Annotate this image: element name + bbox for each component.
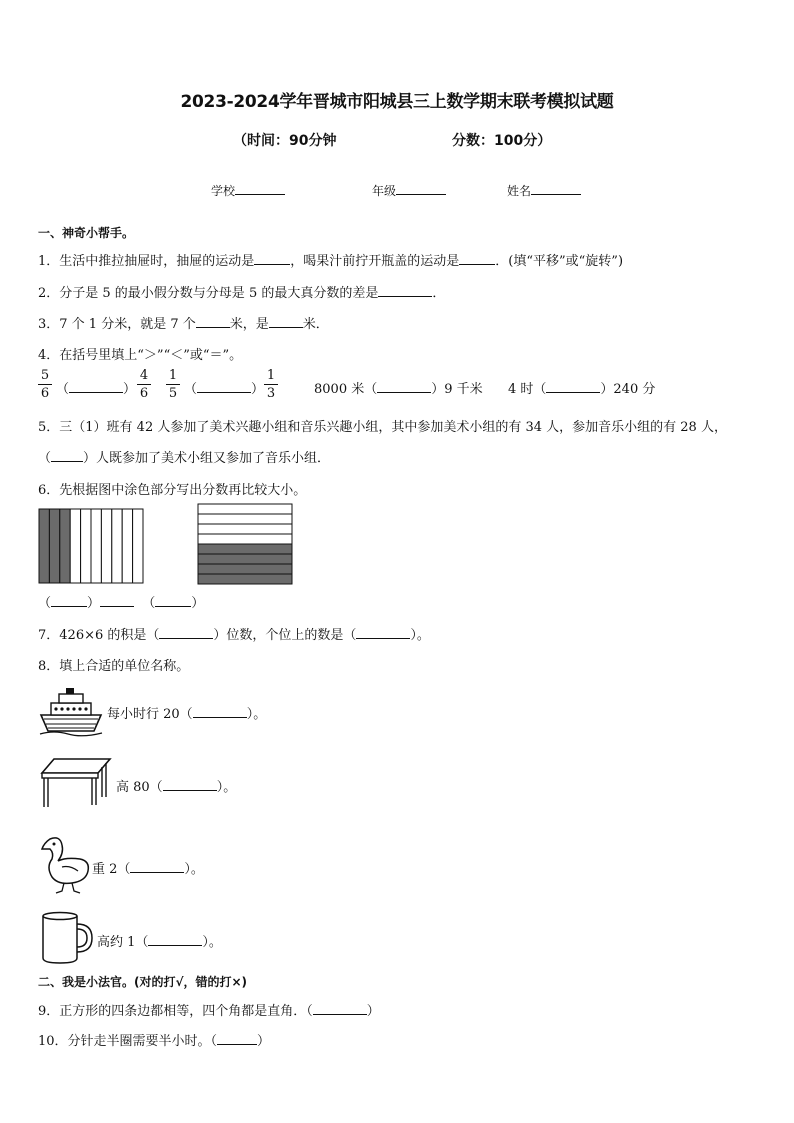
fraction-5-6: 5 6 — [38, 368, 52, 401]
q6-answer-row: （ ） （ ） — [38, 596, 205, 611]
q8-blank-3[interactable] — [130, 860, 184, 873]
q4-blank-3[interactable] — [377, 380, 431, 393]
q8-blank-1[interactable] — [193, 705, 247, 718]
q8-duck-item: 重 2（ ）。 — [92, 862, 204, 877]
grade-field[interactable]: 年级 — [372, 182, 446, 199]
name-field[interactable]: 姓名 — [507, 182, 581, 199]
q3-blank-1[interactable] — [196, 315, 230, 328]
shaded-strip — [198, 544, 292, 554]
q1-blank-2[interactable] — [459, 252, 495, 265]
question-7: 7．426×6 的积是（ ）位数，个位上的数是（ ）。 — [38, 628, 430, 643]
q4-blank-2[interactable]: （ ） — [184, 382, 265, 397]
section-2-title: 二、我是小法官。(对的打√，错的打×) — [38, 975, 248, 989]
q6-blank-3[interactable] — [155, 594, 191, 607]
q7-blank-2[interactable] — [356, 626, 410, 639]
fraction-1-5: 1 5 — [166, 368, 180, 401]
question-1: 1．生活中推拉抽屉时，抽屉的运动是 ，喝果汁前拧开瓶盖的运动是 ．(填“平移”或“旋转”) — [38, 254, 624, 269]
q1-blank-1[interactable] — [254, 252, 290, 265]
figure-vertical-strips — [38, 508, 144, 584]
unshaded-strip — [198, 534, 292, 544]
unshaded-strip — [198, 514, 292, 524]
shaded-strip — [198, 554, 292, 564]
question-9: 9．正方形的四条边都相等，四个角都是直角．（ ） — [38, 1004, 380, 1019]
page-title: 2023-2024学年晋城市阳城县三上数学期末联考模拟试题 — [180, 92, 614, 112]
q5-blank[interactable] — [51, 449, 83, 462]
figure-horizontal-strips — [197, 503, 293, 585]
q2-blank[interactable] — [378, 284, 432, 297]
school-field[interactable]: 学校 — [211, 182, 285, 199]
shaded-strip — [198, 574, 292, 584]
exam-score: 分数：100分） — [452, 133, 552, 149]
q4-blank-1[interactable]: （ ） — [56, 382, 137, 397]
q8-cup-item: 高约 1（ ）。 — [97, 935, 222, 950]
unshaded-strip — [133, 509, 143, 583]
q8-blank-2[interactable] — [163, 778, 217, 791]
q8-blank-4[interactable] — [148, 933, 202, 946]
fraction-4-6: 4 6 — [137, 368, 151, 401]
unshaded-strip — [122, 509, 132, 583]
unshaded-strip — [198, 504, 292, 514]
exam-time: （时间：90分钟 — [233, 133, 337, 149]
question-8: 8．填上合适的单位名称。 — [38, 659, 190, 674]
shaded-strip — [198, 564, 292, 574]
q6-blank-2[interactable] — [100, 594, 134, 607]
question-5-line-2: （ ）人既参加了美术小组又参加了音乐小组． — [38, 451, 331, 466]
q4-blank-4[interactable] — [546, 380, 600, 393]
q7-blank-1[interactable] — [159, 626, 213, 639]
q10-blank[interactable] — [217, 1032, 257, 1045]
fraction-1-3: 1 3 — [264, 368, 278, 401]
q3-blank-2[interactable] — [269, 315, 303, 328]
q9-blank[interactable] — [313, 1002, 367, 1015]
question-4: 4．在括号里填上“＞”“＜”或“＝”。 — [38, 348, 243, 363]
unshaded-strip — [81, 509, 91, 583]
q4-time-compare: 4 时（ ）240 分 — [508, 382, 656, 397]
question-3: 3．7 个 1 分米，就是 7 个 米，是 米． — [38, 317, 329, 332]
unshaded-strip — [101, 509, 111, 583]
shaded-strip — [60, 509, 70, 583]
q4-length-compare: 8000 米（ ）9 千米 — [314, 382, 483, 397]
cup-icon — [40, 910, 96, 966]
unshaded-strip — [198, 524, 292, 534]
unshaded-strip — [70, 509, 80, 583]
table-icon — [40, 757, 112, 809]
shaded-strip — [49, 509, 59, 583]
q8-ship-item: 每小时行 20（ ）。 — [107, 707, 267, 722]
q8-table-item: 高 80（ ）。 — [116, 780, 237, 795]
unshaded-strip — [91, 509, 101, 583]
ship-icon — [38, 685, 104, 737]
shaded-strip — [39, 509, 49, 583]
unshaded-strip — [112, 509, 122, 583]
duck-icon — [40, 835, 92, 897]
question-2: 2．分子是 5 的最小假分数与分母是 5 的最大真分数的差是 ． — [38, 286, 446, 301]
question-6: 6．先根据图中涂色部分写出分数再比较大小。 — [38, 483, 307, 498]
question-10: 10．分针走半圈需要半小时。（ ） — [38, 1034, 271, 1049]
section-1-title: 一、神奇小帮手。 — [38, 226, 135, 240]
question-5-line-1: 5．三（1）班有 42 人参加了美术兴趣小组和音乐兴趣小组，其中参加美术小组的有 34 人，参加音乐小组的有 28 人， — [38, 420, 727, 435]
q6-blank-1[interactable] — [51, 594, 87, 607]
